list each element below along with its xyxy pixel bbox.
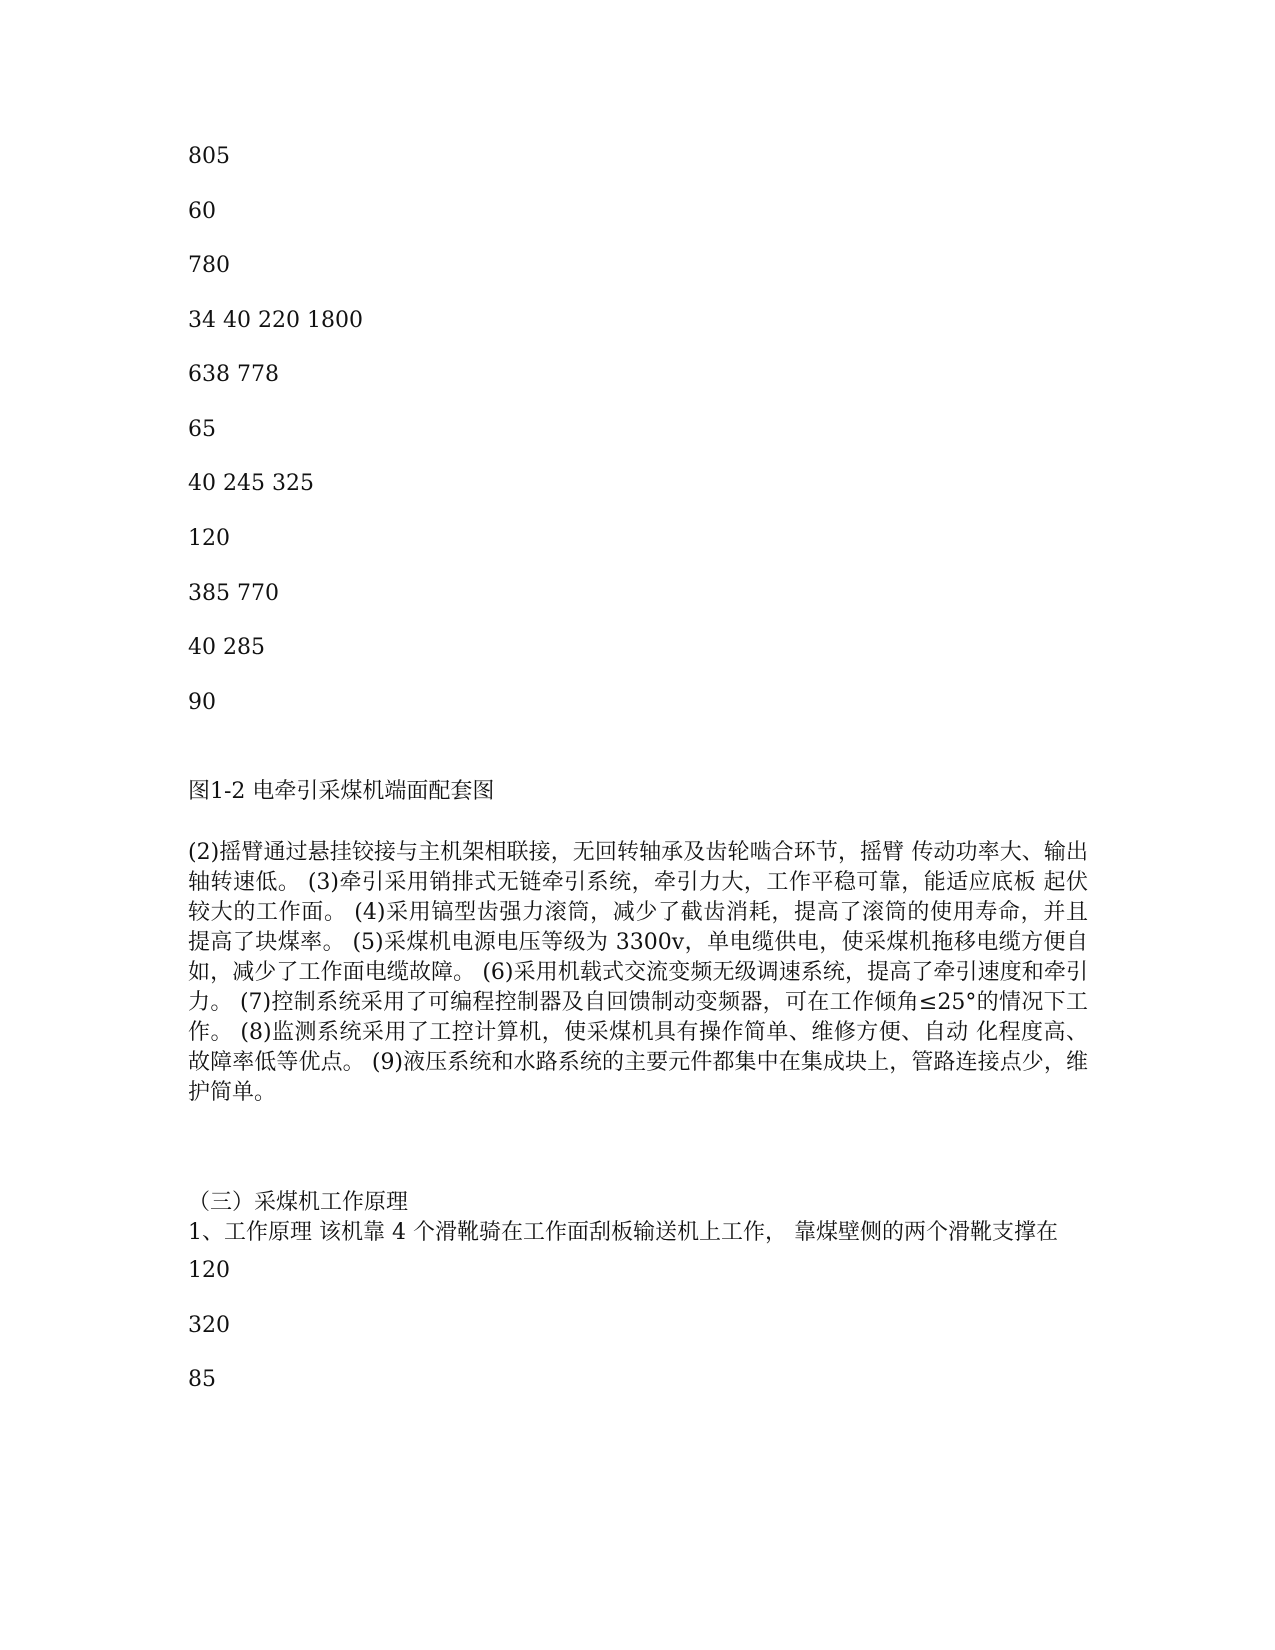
figure-dimension-label: 320 bbox=[188, 1313, 230, 1338]
figure-dimension-label: 805 bbox=[188, 144, 230, 169]
figure-dimension-label: 120 bbox=[188, 526, 230, 551]
figure-dimension-label: 60 bbox=[188, 199, 216, 224]
figure-dimension-label: 638 778 bbox=[188, 362, 279, 387]
figure-dimension-label: 40 285 bbox=[188, 635, 265, 660]
figure-dimension-label: 34 40 220 1800 bbox=[188, 308, 363, 333]
figure-caption: 图1-2 电牵引采煤机端面配套图 bbox=[188, 779, 495, 804]
figure-dimension-label: 40 245 325 bbox=[188, 471, 314, 496]
figure-dimension-label: 65 bbox=[188, 417, 216, 442]
figure-dimension-label: 120 bbox=[188, 1258, 230, 1283]
features-paragraph: (2)摇臂通过悬挂铰接与主机架相联接，无回转轴承及齿轮啮合环节，摇臂 传动功率大、输出轴转速低。 (3)牵引采用销排式无链牵引系统，牵引力大，工作平稳可靠，能适应底板 起伏较大的工作面。 (4)采用镐型齿强力滚筒，减少了截齿消耗，提高了滚筒的使用寿命，并且 提高了块煤率。 (5)采煤机电源电压等级为 3300v，单电缆供电，使采煤机拖移电缆方便自 如，减少了工作面电缆故障。 (6)采用机载式交流变频无级调速系统，提高了牵引速度和牵引力。 (7)控制系统采用了可编程控制器及自回馈制动变频器，可在工作倾角≤25°的情况下工作。 (8)监测系统采用了工控计算机，使采煤机具有操作简单、维修方便、自动 化程度高、故障率低等优点。 (9)液压系统和水路系统的主要元件都集中在集成块上，管路连接点少，维 护简单。 bbox=[188, 840, 1088, 1105]
figure-dimension-label: 90 bbox=[188, 690, 216, 715]
figure-dimension-label: 85 bbox=[188, 1367, 216, 1392]
principle-paragraph: 1、工作原理 该机靠 4 个滑靴骑在工作面刮板输送机上工作， 靠煤壁侧的两个滑靴支撑在 bbox=[188, 1220, 1058, 1245]
section-heading: （三）采煤机工作原理 bbox=[188, 1190, 409, 1215]
figure-dimension-label: 385 770 bbox=[188, 581, 279, 606]
figure-dimension-label: 780 bbox=[188, 253, 230, 278]
